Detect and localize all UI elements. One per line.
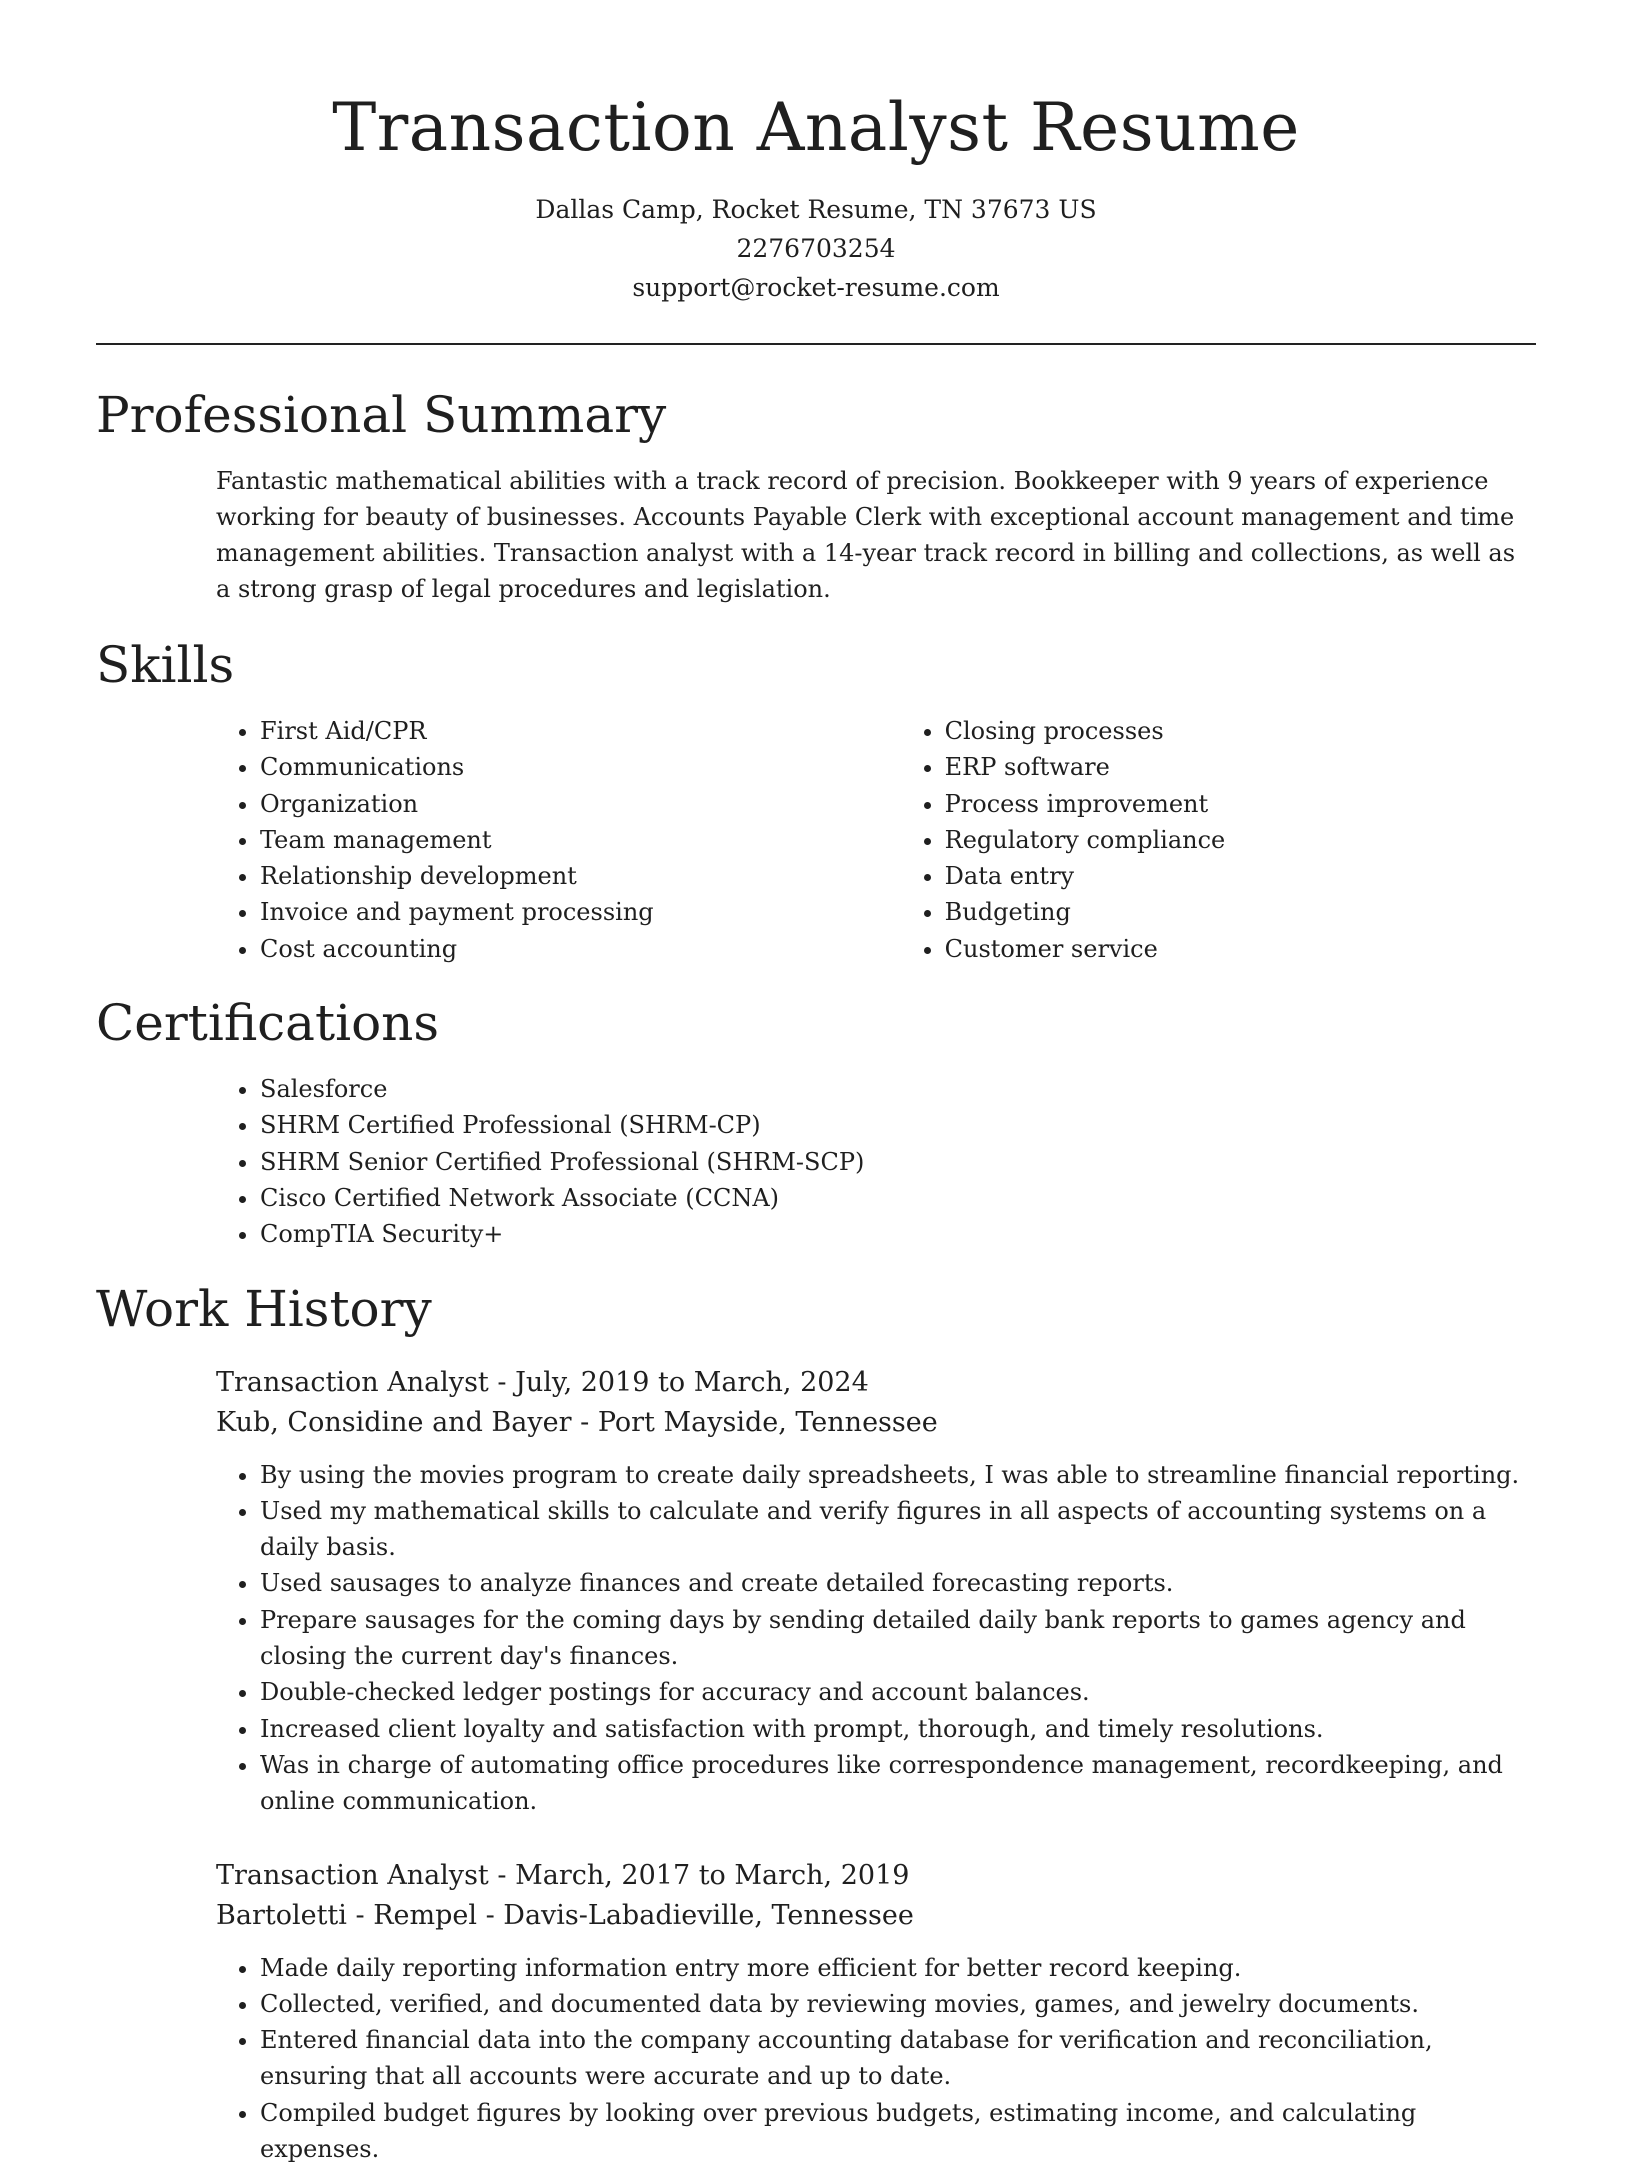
certification-item: • SHRM Senior Certified Professional (SHRM-SCP): [260, 1144, 1536, 1180]
contact-email: support@rocket-resume.com: [632, 273, 1000, 302]
certifications-list: [216, 1071, 1536, 1252]
summary-text: Fantastic mathematical abilities with a track record of precision. Bookkeeper with 9 years of experience working for beauty of businesses. Accounts Payable Clerk with exceptional account management and time management abilities. Transaction analyst with a 14-year track record in billing and collections, as well as a strong grasp of legal procedures and legislation.: [216, 467, 1516, 603]
contact-address: Dallas Camp, Rocket Resume, TN 37673 US: [535, 195, 1097, 224]
skill-item: • Data entry: [945, 858, 1536, 894]
summary-heading: Professional Summary: [96, 386, 667, 444]
resume-title: Transaction Analyst Resume: [332, 89, 1300, 166]
skill-item: • Communications: [260, 749, 901, 785]
job-bullet: • Entered financial data into the company accounting database for verification and reconciliation, ensuring that all accounts were accurate and up to date.: [260, 2022, 1536, 2095]
skill-item: • Invoice and payment processing: [260, 894, 901, 930]
job-bullets: [216, 1457, 1536, 1820]
job-entry: [216, 1856, 1536, 2167]
job-dates: March, 2017 to March, 2019: [515, 1859, 910, 1891]
skill-item: • Process improvement: [945, 786, 1536, 822]
job-title: Transaction Analyst: [216, 1859, 489, 1891]
job-title-line: Transaction Analyst - March, 2017 to March, 2019: [216, 1859, 910, 1891]
skills-heading: Skills: [96, 636, 235, 694]
job-bullet: • Double-checked ledger postings for accuracy and account balances.: [260, 1674, 1536, 1710]
skills-list: [216, 713, 1536, 967]
job-bullet: • Prepare sausages for the coming days by sending detailed daily bank reports to games agency and closing the current day's finances.: [260, 1602, 1536, 1675]
contact-phone: 2276703254: [736, 234, 896, 263]
job-dates: July, 2019 to March, 2024: [515, 1366, 869, 1398]
job-bullets: [216, 1950, 1536, 2167]
contact-block: [0, 190, 1632, 307]
skill-item: • Cost accounting: [260, 931, 901, 967]
work-history-heading: Work History: [96, 1279, 432, 1338]
skill-item: • Customer service: [945, 931, 1536, 967]
resume-header: [0, 0, 1632, 307]
job-bullet: • Increased client loyalty and satisfaction with prompt, thorough, and timely resolutions.: [260, 1711, 1536, 1747]
skill-item: • Budgeting: [945, 894, 1536, 930]
header-divider: [96, 343, 1536, 345]
certification-item: • Cisco Certified Network Associate (CCNA): [260, 1180, 1536, 1216]
job-bullet: • Collected, verified, and documented data by reviewing movies, games, and jewelry documents.: [260, 1986, 1536, 2022]
job-entry: [216, 1363, 1536, 1820]
certification-item: • SHRM Certified Professional (SHRM-CP): [260, 1107, 1536, 1143]
certifications-heading: Certifications: [96, 994, 440, 1053]
skill-item: • Closing processes: [945, 713, 1536, 749]
job-location: Port Mayside, Tennessee: [597, 1406, 938, 1438]
job-bullet: • By using the movies program to create daily spreadsheets, I was able to streamline financial reporting.: [260, 1457, 1536, 1493]
job-bullet: • Was in charge of automating office procedures like correspondence management, recordkeeping, and online communication.: [260, 1747, 1536, 1820]
job-bullet: • Used sausages to analyze finances and create detailed forecasting reports.: [260, 1565, 1536, 1601]
skill-item: • Regulatory compliance: [945, 822, 1536, 858]
job-company-line: Bartoletti - Rempel - Davis-Labadieville, Tennessee: [216, 1899, 914, 1931]
skill-item: • Organization: [260, 786, 901, 822]
job-bullet: • Compiled budget figures by looking over previous budgets, estimating income, and calculating expenses.: [260, 2095, 1536, 2167]
skill-item: • Team management: [260, 822, 901, 858]
job-company: Kub, Considine and Bayer: [216, 1406, 572, 1438]
job-title: Transaction Analyst: [216, 1366, 489, 1398]
skill-item: • First Aid/CPR: [260, 713, 901, 749]
job-location: Davis-Labadieville, Tennessee: [503, 1899, 914, 1931]
job-company: Bartoletti - Rempel: [216, 1899, 477, 1931]
job-bullet: • Used my mathematical skills to calculate and verify figures in all aspects of accounting systems on a daily basis.: [260, 1493, 1536, 1566]
skill-item: • ERP software: [945, 749, 1536, 785]
certification-item: • Salesforce: [260, 1071, 1536, 1107]
job-title-line: Transaction Analyst - July, 2019 to March, 2024: [216, 1366, 869, 1398]
skills-column-right: [901, 713, 1536, 967]
skill-item: • Relationship development: [260, 858, 901, 894]
certification-item: • CompTIA Security+: [260, 1216, 1536, 1252]
job-company-line: Kub, Considine and Bayer - Port Mayside, Tennessee: [216, 1406, 938, 1438]
skills-column-left: [216, 713, 901, 967]
job-bullet: • Made daily reporting information entry more efficient for better record keeping.: [260, 1950, 1536, 1986]
